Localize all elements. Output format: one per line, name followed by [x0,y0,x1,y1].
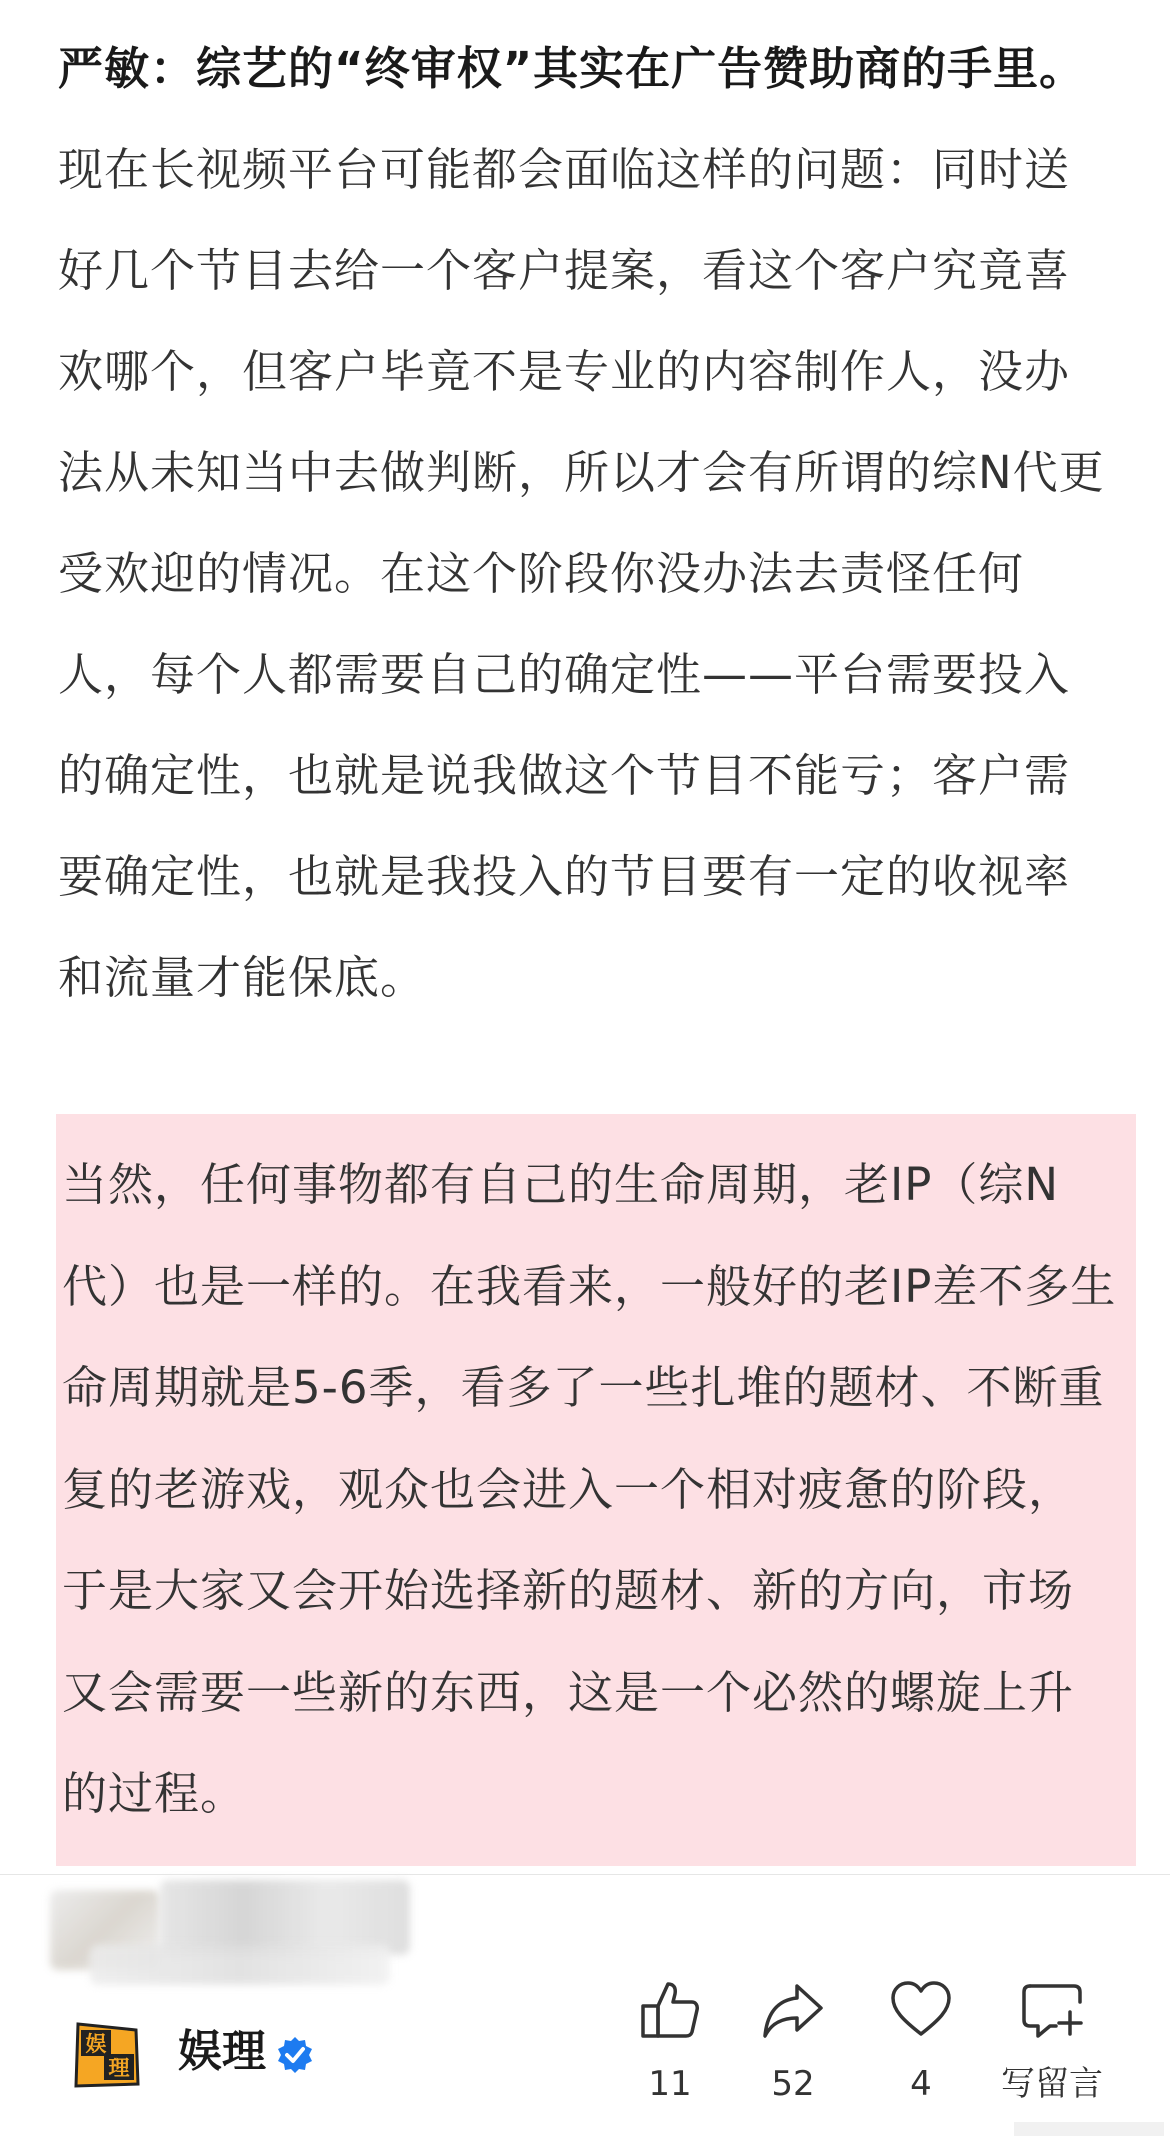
article-body [58,18,1108,1028]
favorite-button[interactable] [846,1978,996,2128]
paragraph-1-lead: 综艺的“终审权”其实在广告赞助商的手里。 [196,42,1086,95]
like-count: 11 [648,2064,692,2104]
heart-icon [889,1978,953,2042]
paragraph-1-text: 现在长视频平台可能都会面临这样的问题：同时送好几个节目去给一个客户提案，看这个客户究竟喜欢哪个，但客户毕竟不是专业的内容制作人，没办法从未知当中去做判断，所以才会有所谓的综N代更受欢迎的情况。在这个阶段你没办法去责怪任何人，每个人都需要自己的确定性——平台需要投入的确定性，也就是说我做这个节目不能亏；客户需要确定性，也就是我投入的节目要有一定的收视率和流量才能保底。 [58,143,1105,1004]
favorite-count: 4 [910,2064,932,2104]
thumbs-up-icon [638,1978,702,2042]
divider [0,1874,1170,1875]
verified-badge-icon [275,2035,315,2075]
share-arrow-icon [761,1978,825,2042]
brand-logo-icon[interactable] [72,2020,142,2090]
paragraph-2-text: 当然，任何事物都有自己的生命周期，老IP（综N代）也是一样的。在我看来，一般好的老IP差不多生命周期就是5-6季，看多了一些扎堆的题材、不断重复的老游戏，观众也会进入一个相对疲惫的阶段，于是大家又会开始选择新的题材、新的方向，市场又会需要一些新的东西，这是一个必然的螺旋上升的过程。 [62,1158,1117,1820]
highlighted-quote [56,1114,1136,1866]
comment-label: 写留言 [1001,2064,1103,2104]
paragraph-1 [58,18,1108,1028]
comment-plus-icon [1020,1978,1084,2042]
article-footer [0,1960,1170,2140]
watermark [1014,2122,1164,2136]
share-count: 52 [771,2064,815,2104]
author-name[interactable]: 娱理 [178,2026,266,2077]
avatar-char-bottom: 理 [108,2056,130,2080]
avatar-char-top: 娱 [85,2032,107,2056]
speaker-label: 严敏： [58,42,197,95]
comment-button[interactable] [977,1978,1127,2128]
